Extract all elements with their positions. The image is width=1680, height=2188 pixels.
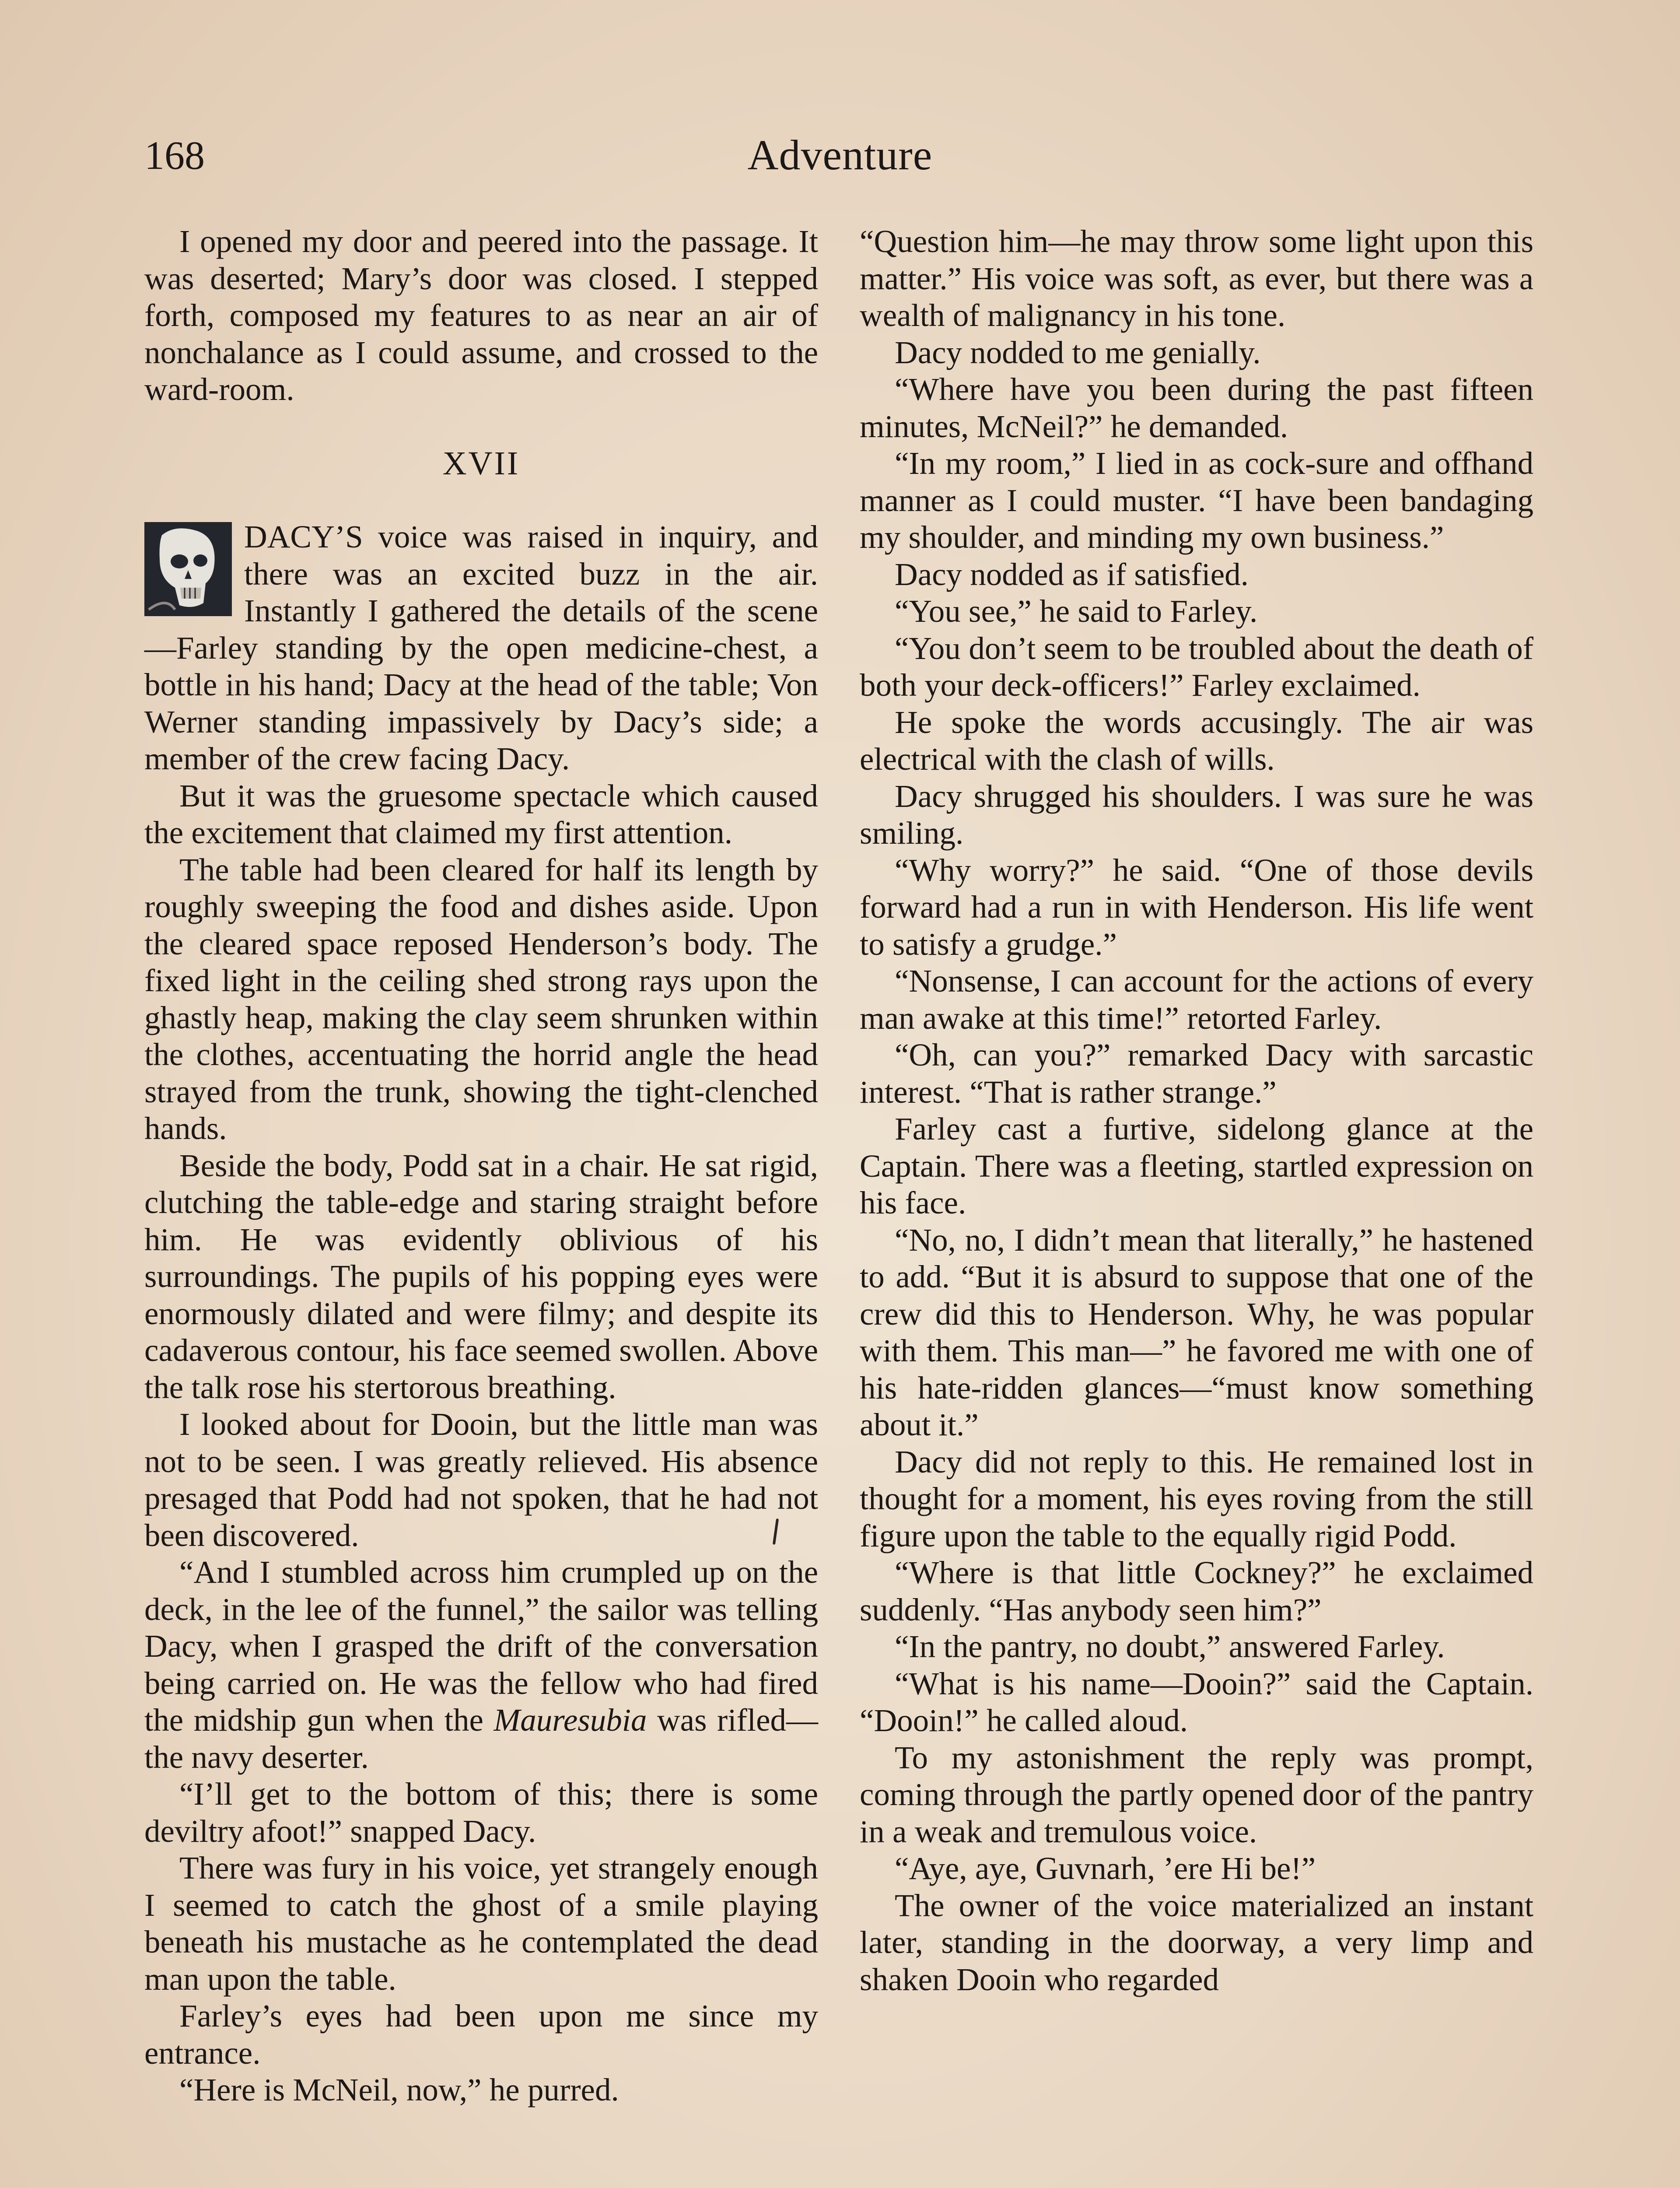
paragraph: The owner of the voice materialized an instant later, standing in the doorway, a very limp and shaken Dooin who regarded xyxy=(860,1887,1533,1997)
chapter-heading: XVII xyxy=(442,445,520,482)
paragraph: “You see,” he said to Farley. xyxy=(895,593,1258,629)
running-title: Adventure xyxy=(747,132,933,179)
paragraph: “No, no, I didn’t mean that literally,” he hastened to add. “But it is absurd to suppose that one of the crew did this to Henderson. Why, he was popular with them. This man—” he favored me with one of his hate-ridden glances—“must know something about it.” xyxy=(860,1222,1533,1442)
paragraph: “Where have you been during the past fifteen minutes, McNeil?” he demanded. xyxy=(860,372,1533,444)
paragraph: There was fury in his voice, yet strangely enough I seemed to catch the ghost of a smile playing beneath his mustache as he contemplated the dead man upon the table. xyxy=(144,1850,818,1997)
left-column xyxy=(144,223,818,2109)
paragraph: “You don’t seem to be troubled about the death of both your deck-officers!” Farley exclaimed. xyxy=(860,630,1533,703)
paragraph: “In the pantry, no doubt,” answered Farley. xyxy=(895,1629,1445,1664)
paragraph: Dacy did not reply to this. He remained lost in thought for a moment, his eyes roving from the still figure upon the table to the equally rigid Podd. xyxy=(860,1444,1533,1553)
paragraph: To my astonishment the reply was prompt, coming through the partly opened door of the pantry in a weak and tremulous voice. xyxy=(860,1739,1533,1849)
paragraph-text: DACY’S voice was raised in inquiry, and there was an excited buzz in the air. Instantly I gathered the details of the scene—Farley standing by the open medicine-chest, a bottle in his hand; Dacy at the head of the table; Von Werner standing impassively by Dacy’s side; a member of the crew facing Dacy. xyxy=(144,519,818,776)
paragraph: “Why worry?” he said. “One of those devils forward had a run in with Henderson. His life went to satisfy a grudge.” xyxy=(860,852,1533,962)
page-number: 168 xyxy=(144,133,205,178)
paragraph xyxy=(144,1554,818,1776)
ship-name: Mauresubia xyxy=(494,1702,647,1738)
paragraph: The table had been cleared for half its length by roughly sweeping the food and dishes aside. Upon the cleared space reposed Henderson’s body. The fixed light in the ceiling shed strong rays upon the ghastly heap, making the clay seem shrunken within the clothes, accentuating the horrid angle the head strayed from the trunk, showing the tight-clenched hands. xyxy=(144,852,818,1146)
paragraph: “What is his name—Dooin?” said the Captain. “Dooin!” he called aloud. xyxy=(860,1666,1533,1738)
text-run: “And I stumbled across him crumpled up on the deck, in the lee of the funnel,” the sailor was telling Dacy, when I grasped the drift of the conversation being carried on. He was the fellow who had fired the midship gun when the xyxy=(144,1554,818,1738)
paragraph: But it was the gruesome spectacle which caused the excitement that claimed my first attention. xyxy=(144,778,818,850)
paragraph: “Oh, can you?” remarked Dacy with sarcastic interest. “That is rather strange.” xyxy=(860,1037,1533,1110)
paragraph: “Where is that little Cockney?” he exclaimed suddenly. “Has anybody seen him?” xyxy=(860,1555,1533,1627)
paragraph: Dacy nodded as if satisfied. xyxy=(895,556,1249,592)
paragraph: I looked about for Dooin, but the little man was not to be seen. I was greatly relieved. His absence presaged that Podd had not spoken, that he had not been discovered. xyxy=(144,1406,818,1553)
paragraph: “Question him—he may throw some light upon this matter.” His voice was soft, as ever, but there was a wealth of malignancy in his tone. xyxy=(860,224,1533,333)
paragraph: Farley’s eyes had been upon me since my entrance. xyxy=(144,1998,818,2071)
paragraph: I opened my door and peered into the passage. It was deserted; Mary’s door was closed. I stepped forth, composed my features to as near an air of nonchalance as I could assume, and crossed to the ward-room. xyxy=(144,224,818,407)
paragraph: Dacy nodded to me genially. xyxy=(895,334,1261,370)
paragraph: Beside the body, Podd sat in a chair. He sat rigid, clutching the table-edge and staring straight before him. He was evidently oblivious of his surroundings. The pupils of his popping eyes were enormously dilated and were filmy; and despite its cadaverous contour, his face seemed swollen. Above the talk rose his stertorous breathing. xyxy=(144,1147,818,1405)
paragraph: He spoke the words accusingly. The air was electrical with the clash of wills. xyxy=(860,704,1533,777)
text-run: was rifled—the navy deserter. xyxy=(144,1702,818,1775)
paragraph: Farley cast a furtive, sidelong glance at the Captain. There was a fleeting, startled expression on his face. xyxy=(860,1111,1533,1220)
paragraph: Dacy shrugged his shoulders. I was sure he was smiling. xyxy=(860,778,1533,851)
right-column xyxy=(860,223,1533,1998)
paragraph: “Here is McNeil, now,” he purred. xyxy=(179,2072,619,2107)
skull-illustration-icon xyxy=(144,522,232,616)
page-header xyxy=(144,131,1536,179)
paragraph: “Nonsense, I can account for the actions of every man awake at this time!” retorted Farley. xyxy=(860,963,1533,1036)
paragraph-with-illustrated-initial xyxy=(144,519,818,778)
paragraph: “I’ll get to the bottom of this; there is some deviltry afoot!” snapped Dacy. xyxy=(144,1776,818,1849)
paragraph: “In my room,” I lied in as cock-sure and offhand manner as I could muster. “I have been bandaging my shoulder, and minding my own business.” xyxy=(860,445,1533,555)
paragraph: “Aye, aye, Guvnarh, ’ere Hi be!” xyxy=(895,1851,1316,1886)
